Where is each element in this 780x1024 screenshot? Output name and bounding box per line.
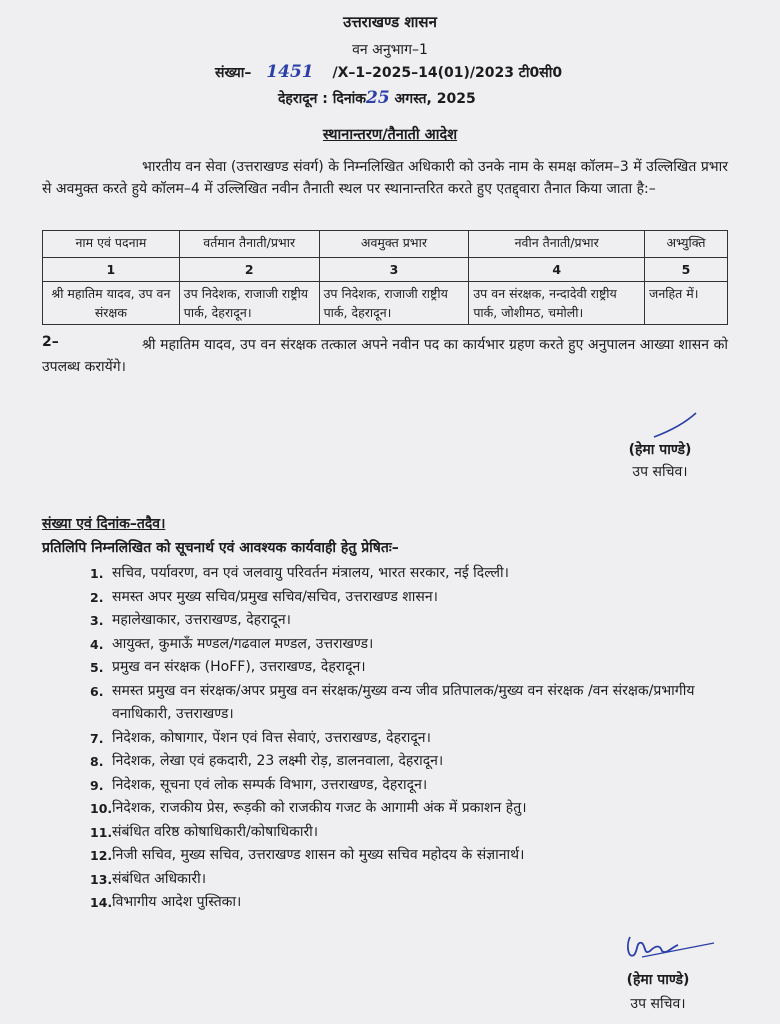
table-header-row — [43, 231, 728, 258]
table-header-cell: अवमुक्त प्रभार — [319, 231, 469, 258]
signatory-name-2: (हेमा पाण्डे) — [626, 972, 690, 988]
list-item — [90, 774, 740, 798]
list-item-number: 3. — [90, 613, 104, 628]
signature-mark-1 — [650, 405, 710, 445]
signature-mark-2 — [622, 925, 722, 970]
column-number: 4 — [469, 258, 645, 282]
column-number: 2 — [179, 258, 319, 282]
list-item-text: विभागीय आदेश पुस्तिका। — [112, 894, 242, 910]
list-item-number: 1. — [90, 566, 104, 581]
list-item-number: 12. — [90, 848, 113, 863]
list-item-text: निदेशक, लेखा एवं हकदारी, 23 लक्ष्मी रोड़, डालनवाला, देहरादून। — [112, 753, 444, 769]
list-item — [90, 868, 740, 892]
list-item-number: 9. — [90, 777, 104, 793]
order-number — [215, 62, 562, 82]
number-label: संख्या– — [215, 65, 252, 81]
list-item-number: 5. — [90, 660, 104, 675]
handwritten-date: 25 — [365, 88, 390, 108]
column-number: 3 — [319, 258, 469, 282]
section-title: वन अनुभाग–1 — [352, 42, 428, 58]
list-item — [90, 656, 740, 680]
date-suffix: अगस्त, 2025 — [394, 91, 476, 107]
signatory-name-1: (हेमा पाण्डे) — [628, 442, 692, 458]
list-item-text: निजी सचिव, मुख्य सचिव, उत्तराखण्ड शासन को मुख्य सचिव महोदय के संज्ञानार्थ। — [112, 847, 525, 863]
list-item — [90, 891, 740, 915]
copy-reference: संख्या एवं दिनांक–तदैव। — [42, 516, 166, 532]
copy-intro: प्रतिलिपि निम्नलिखित को सूचनार्थ एवं आवश्यक कार्यवाही हेतु प्रेषितः– — [42, 540, 399, 556]
list-item-text: सचिव, पर्यावरण, वन एवं जलवायु परिवर्तन मंत्रालय, भारत सरकार, नई दिल्ली। — [112, 565, 509, 581]
list-item — [90, 609, 740, 633]
number-rest: /X–1–2025–14(01)/2023 टी0सी0 — [332, 65, 563, 81]
list-item — [90, 562, 740, 586]
list-item-text: प्रमुख वन संरक्षक (HoFF), उत्तराखण्ड, देहरादून। — [112, 659, 366, 675]
list-item-text: संबंधित अधिकारी। — [112, 870, 207, 887]
list-item-number: 8. — [90, 754, 104, 769]
paragraph-2: श्री महातिम यादव, उप वन संरक्षक तत्काल अपने नवीन पद का कार्यभार ग्रहण करते हुए अनुपालन आख्या शासन को उपलब्ध करायेंगे। — [42, 337, 728, 375]
list-item-text: समस्त अपर मुख्य सचिव/प्रमुख सचिव/सचिव, उत्तराखण्ड शासन। — [112, 588, 438, 605]
list-item — [90, 727, 740, 751]
table-row — [43, 282, 728, 325]
table-cell: जनहित में। — [645, 282, 728, 325]
paragraph-1: भारतीय वन सेवा (उत्तराखण्ड संवर्ग) के निम्नलिखित अधिकारी को उनके नाम के समक्ष कॉलम–3 में उल्लिखित प्रभार से अवमुक्त करते हुये कॉलम–4 में उल्लिखित नवीन तैनाती स्थल पर स्थानान्तरित करते हुए एतद्द्वारा तैनात किया जाता है:– — [42, 159, 728, 197]
signatory-designation-2: उप सचिव। — [630, 996, 686, 1012]
list-item-number: 2. — [90, 589, 104, 605]
table-number-row — [43, 258, 728, 282]
table-cell: उप निदेशक, राजाजी राष्ट्रीय पार्क, देहरादून। — [319, 282, 469, 325]
paragraph-2-number: 2– — [42, 334, 59, 350]
list-item — [90, 750, 740, 774]
handwritten-number: 1451 — [266, 62, 314, 82]
column-number: 1 — [43, 258, 180, 282]
list-item — [90, 797, 740, 821]
list-item — [90, 821, 740, 845]
table-header-cell: वर्तमान तैनाती/प्रभार — [179, 231, 319, 258]
copy-recipient-list — [90, 562, 740, 915]
table-cell: श्री महातिम यादव, उप वन संरक्षक — [43, 282, 180, 325]
list-item-number: 13. — [90, 871, 113, 887]
list-item-number: 10. — [90, 801, 113, 816]
list-item-text: महालेखाकार, उत्तराखण्ड, देहरादून। — [112, 612, 291, 628]
list-item-number: 14. — [90, 895, 113, 910]
order-date — [278, 88, 476, 108]
list-item-number: 6. — [90, 683, 104, 699]
list-item-number: 7. — [90, 730, 104, 746]
list-item-text: निदेशक, राजकीय प्रेस, रूड़की को राजकीय गजट के आगामी अंक में प्रकाशन हेतु। — [112, 800, 527, 816]
list-item-text: संबंधित वरिष्ठ कोषाधिकारी/कोषाधिकारी। — [112, 823, 319, 840]
list-item — [90, 633, 740, 657]
list-item-text: निदेशक, कोषागार, पेंशन एवं वित्त सेवाएं, उत्तराखण्ड, देहरादून। — [112, 729, 431, 746]
list-item — [90, 586, 740, 610]
table-header-cell: नवीन तैनाती/प्रभार — [469, 231, 645, 258]
list-item-number: 11. — [90, 824, 113, 840]
subject-heading: स्थानान्तरण/तैनाती आदेश — [322, 127, 458, 143]
list-item — [90, 680, 740, 727]
date-prefix: देहरादून : दिनांक — [278, 91, 366, 107]
signatory-designation-1: उप सचिव। — [632, 464, 688, 480]
table-header-cell: अभ्युक्ति — [645, 231, 728, 258]
list-item-text: समस्त प्रमुख वन संरक्षक/अपर प्रमुख वन संरक्षक/मुख्य वन्य जीव प्रतिपालक/मुख्य वन संरक्षक /वन संरक्षक/प्रभागीय वनाधिकारी, उत्तराखण्ड। — [112, 682, 695, 722]
table-header-cell: नाम एवं पदनाम — [43, 231, 180, 258]
list-item — [90, 844, 740, 868]
column-number: 5 — [645, 258, 728, 282]
government-title: उत्तराखण्ड शासन — [343, 13, 437, 31]
posting-table — [42, 230, 728, 325]
list-item-number: 4. — [90, 636, 104, 652]
list-item-text: आयुक्त, कुमाऊँ मण्डल/गढवाल मण्डल, उत्तराखण्ड। — [112, 635, 374, 652]
table-cell: उप वन संरक्षक, नन्दादेवी राष्ट्रीय पार्क, जोशीमठ, चमोली। — [469, 282, 645, 325]
list-item-text: निदेशक, सूचना एवं लोक सम्पर्क विभाग, उत्तराखण्ड, देहरादून। — [112, 776, 428, 793]
table-cell: उप निदेशक, राजाजी राष्ट्रीय पार्क, देहरादून। — [179, 282, 319, 325]
